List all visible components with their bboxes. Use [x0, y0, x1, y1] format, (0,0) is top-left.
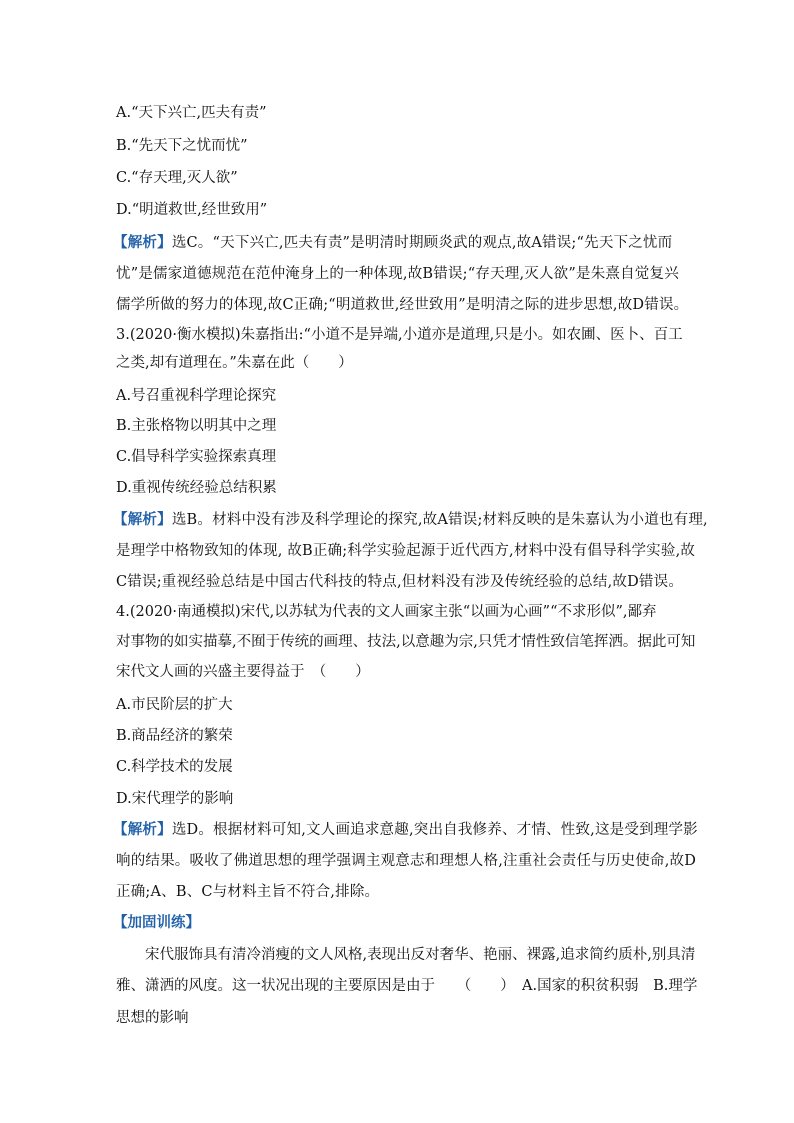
q4-stem-line-1: 4.(2020·南通模拟)宋代,以苏轼为代表的文人画家主张“以画为心画”“不求形似”,鄙弃 — [116, 604, 657, 620]
q2-option-d: D.“明道救世,经世致用” — [116, 202, 268, 218]
q2-analysis-line-2: 忧”是儒家道德规范在范仲淹身上的一种体现,故B错误;“存天理,灭人欲”是朱熹自觉复兴 — [116, 266, 679, 282]
q3-option-d: D.重视传统经验总结积累 — [116, 480, 277, 496]
q4-option-b: B.商品经济的繁荣 — [116, 728, 233, 744]
q2-option-b: B.“先天下之忧而忧” — [116, 138, 248, 154]
q2-option-a: A.“天下兴亡,匹夫有责” — [116, 105, 267, 121]
q3-option-c: C.倡导科学实验探索真理 — [116, 449, 277, 465]
q3-analysis-line-3: C错误;重视经验总结是中国古代科技的特点,但材料没有涉及传统经验的总结,故D错误。 — [116, 574, 684, 590]
reinforce-line-3: 思想的影响 — [116, 1010, 189, 1026]
reinforce-line-1: 宋代服饰具有清冷消瘦的文人风格,表现出反对奢华、艳丽、裸露,追求简约质朴,别具清 — [145, 947, 696, 963]
q3-analysis-tag: 【解析】 — [113, 511, 172, 528]
q2-analysis-line-1: 【解析】选C。“天下兴亡,匹夫有责”是明清时期顾炎武的观点,故A错误;“先天下之忧而 — [113, 234, 673, 251]
q3-stem-line-2: 之类,却有道理在。”朱嘉在此（ ） — [116, 355, 353, 371]
q4-stem-line-3: 宋代文人画的兴盛主要得益于 （ ） — [116, 664, 370, 680]
q4-analysis-tag: 【解析】 — [113, 821, 172, 838]
q4-stem-line-2: 对事物的如实描摹,不囿于传统的画理、技法,以意趣为宗,只凭才情性致信笔挥洒。据此可知 — [116, 634, 696, 650]
q4-analysis-line-1: 【解析】选D。根据材料可知,文人画追求意趣,突出自我修养、才情、性致,这是受到理学影 — [113, 821, 698, 838]
reinforce-heading: 【加固训练】 — [113, 914, 200, 931]
q2-option-c: C.“存天理,灭人欲” — [116, 170, 238, 186]
q2-analysis-line-3: 儒学所做的努力的体现,故C正确;“明道救世,经世致用”是明清之际的进步思想,故D错误。 — [116, 297, 689, 313]
q3-option-b: B.主张格物以明其中之理 — [116, 418, 277, 434]
q3-option-a: A.号召重视科学理论探究 — [116, 388, 277, 404]
q4-analysis-line-3: 正确;A、B、C与材料主旨不符合,排除。 — [116, 884, 380, 900]
q4-option-c: C.科学技术的发展 — [116, 759, 233, 775]
q4-analysis-line-2: 响的结果。吸收了佛道思想的理学强调主观意志和理想人格,注重社会责任与历史使命,故D — [116, 853, 697, 869]
q3-stem-line-1: 3.(2020·衡水模拟)朱嘉指出:“小道不是异端,小道亦是道理,只是小。如农圃、医卜、百工 — [116, 327, 683, 343]
q3-analysis-line-1: 【解析】选B。材料中没有涉及科学理论的探究,故A错误;材料反映的是朱嘉认为小道也有理, — [113, 511, 708, 528]
q4-option-d: D.宋代理学的影响 — [116, 791, 234, 807]
q2-analysis-tag: 【解析】 — [113, 234, 172, 251]
q3-analysis-line-2: 是理学中格物致知的体现, 故B正确;科学实验起源于近代西方,材料中没有倡导科学实验,故 — [116, 543, 696, 559]
reinforce-line-2: 雅、潇洒的风度。这一状况出现的主要原因是由于 （ ） A.国家的积贫积弱 B.理学 — [116, 978, 698, 994]
q4-option-a: A.市民阶层的扩大 — [116, 697, 233, 713]
